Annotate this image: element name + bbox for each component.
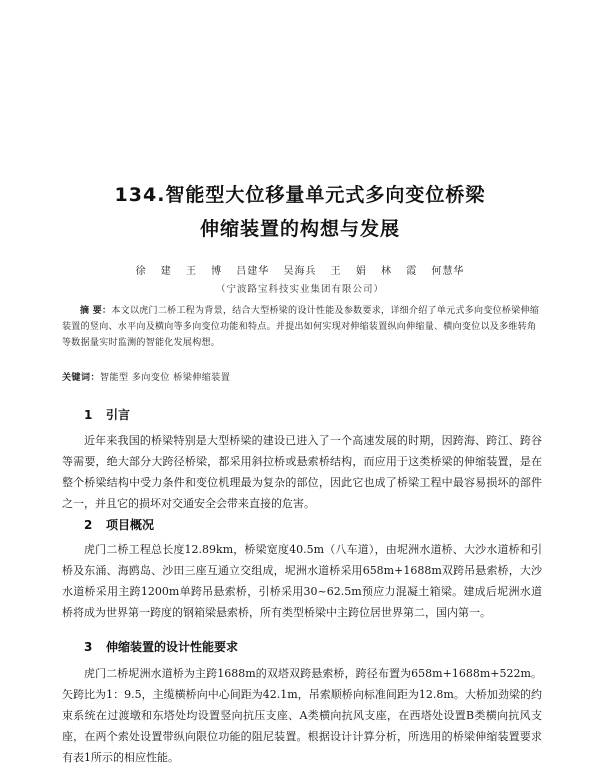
section-1-paragraph: 近年来我国的桥梁特别是大型桥梁的建设已进入了一个高速发展的时期，因跨海、跨江、跨谷等需要，绝大部分大跨径桥梁，都采用斜拉桥或悬索桥结构，而应用于这类桥梁的伸缩装置，是在整个桥梁结构中受力条件和变位机理最为复杂的部位，因此它也成了桥梁工程中最容易损坏的部件之一，并且它的损坏对交通安全会带来直接的危害。 <box>62 434 542 510</box>
keywords <box>62 370 540 383</box>
section-number: 2 <box>84 518 93 532</box>
keywords-label: 关键词： <box>62 373 101 383</box>
affiliation: （宁波路宝科技实业集团有限公司） <box>215 284 384 295</box>
section-heading-1 <box>84 406 130 423</box>
paper-title-line2: 伸缩装置的构想与发展 <box>199 218 400 240</box>
section-title: 引言 <box>106 408 131 422</box>
keywords-text: 智能型 多向变位 桥梁伸缩装置 <box>100 373 231 383</box>
section-heading-3 <box>84 638 238 655</box>
abstract-text: 本文以虎门二桥工程为背景，结合大型桥梁的设计性能及参数要求，详细介绍了单元式多向变位桥梁伸缩装置的竖向、水平向及横向等多向变位功能和特点。并提出如何实现对伸缩装置纵向伸缩量、横向变位以及多维转角等数据量实时监测的智能化发展构想。 <box>62 306 540 348</box>
section-number: 3 <box>84 640 93 654</box>
author-list: 徐 建 王 博 吕建华 吴海兵 王 娟 林 霞 何慧华 <box>135 266 465 277</box>
paper-title-line1: 134.智能型大位移量单元式多向变位桥梁 <box>114 184 486 206</box>
section-title: 伸缩装置的设计性能要求 <box>106 640 239 654</box>
abstract-label: 摘 要： <box>80 306 112 316</box>
section-number: 1 <box>84 408 93 422</box>
section-title: 项目概况 <box>106 518 155 532</box>
abstract <box>62 303 540 351</box>
section-3-paragraph: 虎门二桥坭洲水道桥为主跨1688m的双塔双跨悬索桥，跨径布置为658m+1688m+522m。矢跨比为1：9.5，主缆横桥向中心间距为42.1m，吊索顺桥向标准间距为12.8m。大桥加劲梁的约束系统在过渡墩和东塔处均设置竖向抗压支座、A类横向抗风支座，在西塔处设置B类横向抗风支座，在两个索处设置带纵向限位功能的阻尼装置。根据设计计算分析，所选用的桥梁伸缩装置要求有表1所示的相应性能。 <box>62 667 542 764</box>
section-2-paragraph: 虎门二桥工程总长度12.89km，桥梁宽度40.5m（八车道），由坭洲水道桥、大沙水道桥和引桥及东涌、海鸥岛、沙田三座互通立交组成，坭洲水道桥采用658m+1688m双跨吊悬索桥，大沙水道桥采用主跨1200m单跨吊悬索桥，引桥采用30~62.5m预应力混凝土箱梁。建成后坭洲水道桥将成为世界第一跨度的钢箱梁悬索桥，所有类型桥梁中主跨位居世界第二，国内第一。 <box>62 543 542 619</box>
section-heading-2 <box>84 516 154 533</box>
